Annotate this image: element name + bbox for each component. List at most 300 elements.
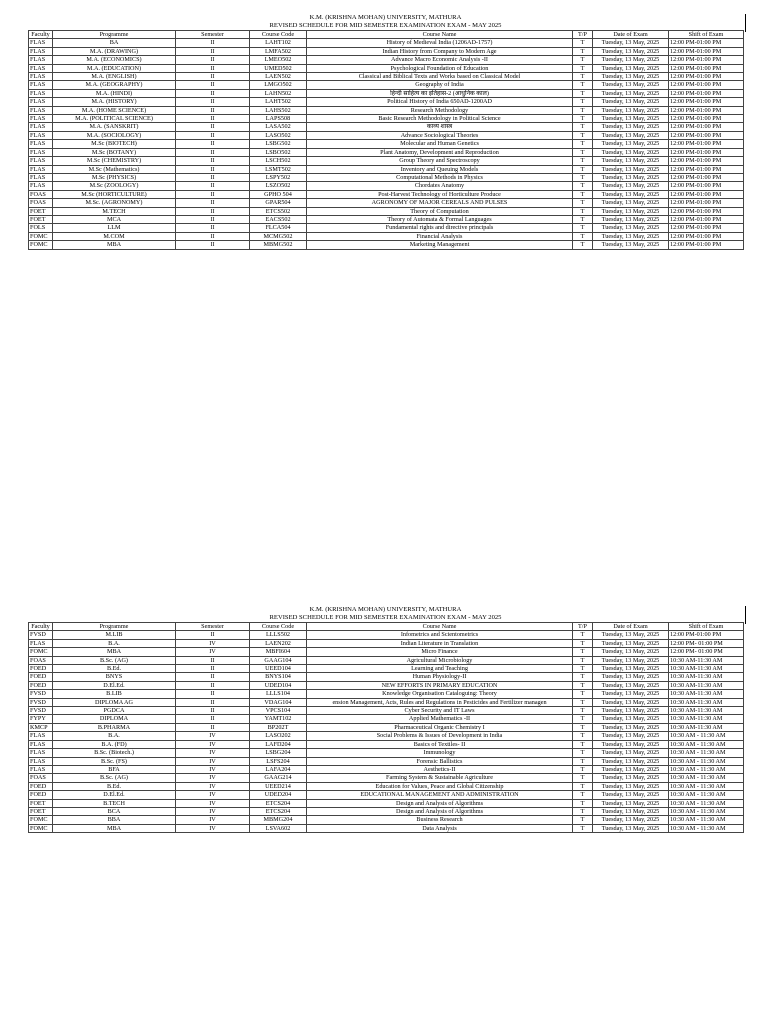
cell-tp: T bbox=[573, 89, 593, 97]
cell-programme: M.A. (SOCIOLOGY) bbox=[53, 131, 176, 139]
cell-semester: II bbox=[176, 665, 250, 673]
cell-shift: 10:30 AM - 11:30 AM bbox=[669, 757, 744, 765]
cell-date: Tuesday, 13 May, 2025 bbox=[593, 123, 669, 131]
cell-date: Tuesday, 13 May, 2025 bbox=[593, 791, 669, 799]
cell-date: Tuesday, 13 May, 2025 bbox=[593, 106, 669, 114]
cell-course-code: LAEN502 bbox=[250, 73, 307, 81]
table-row bbox=[29, 224, 744, 232]
cell-date: Tuesday, 13 May, 2025 bbox=[593, 723, 669, 731]
cell-faculty: FLAS bbox=[29, 157, 53, 165]
cell-course-name: Cyber Security and IT Laws bbox=[307, 707, 573, 715]
cell-date: Tuesday, 13 May, 2025 bbox=[593, 732, 669, 740]
cell-tp: T bbox=[573, 757, 593, 765]
table-row bbox=[29, 673, 744, 681]
cell-tp: T bbox=[573, 148, 593, 156]
table-row bbox=[29, 39, 744, 47]
cell-programme: M.Sc (PHYSICS) bbox=[53, 173, 176, 181]
cell-course-name: Forensic Ballistics bbox=[307, 757, 573, 765]
cell-course-name: Business Research bbox=[307, 816, 573, 824]
cell-faculty: FLAS bbox=[29, 39, 53, 47]
cell-programme: M.A. (POLITICAL SCIENCE) bbox=[53, 115, 176, 123]
table-row bbox=[29, 190, 744, 198]
cell-course-code: YAMT102 bbox=[250, 715, 307, 723]
cell-course-name: Farming System & Sustainable Agriculture bbox=[307, 774, 573, 782]
cell-semester: IV bbox=[176, 799, 250, 807]
cell-tp: T bbox=[573, 106, 593, 114]
cell-faculty: FLAS bbox=[29, 56, 53, 64]
col-header-date: Date of Exam bbox=[593, 31, 669, 39]
cell-semester: II bbox=[176, 140, 250, 148]
table-row bbox=[29, 173, 744, 181]
table-row bbox=[29, 157, 744, 165]
cell-shift: 12:00 PM-01:00 PM bbox=[669, 190, 744, 198]
cell-tp: T bbox=[573, 173, 593, 181]
university-title: K.M. (KRISHNA MOHAN) UNIVERSITY, MATHURA bbox=[309, 14, 462, 21]
cell-tp: T bbox=[573, 241, 593, 249]
cell-course-code: LLLS104 bbox=[250, 690, 307, 698]
cell-course-name: Theory of Computation bbox=[307, 207, 573, 215]
table-row bbox=[29, 148, 744, 156]
cell-semester: II bbox=[176, 631, 250, 639]
cell-semester: II bbox=[176, 173, 250, 181]
cell-programme: M.A. (HINDI) bbox=[53, 89, 176, 97]
cell-faculty: FOMC bbox=[29, 232, 53, 240]
cell-semester: II bbox=[176, 698, 250, 706]
cell-faculty: FOAS bbox=[29, 190, 53, 198]
cell-date: Tuesday, 13 May, 2025 bbox=[593, 656, 669, 664]
cell-course-name: Molecular and Human Genetics bbox=[307, 140, 573, 148]
cell-faculty: FOED bbox=[29, 673, 53, 681]
cell-course-name: Pharmaceutical Organic Chemistry I bbox=[307, 723, 573, 731]
cell-course-code: LASO202 bbox=[250, 732, 307, 740]
cell-programme: B.Sc. (AG) bbox=[53, 656, 176, 664]
cell-tp: T bbox=[573, 749, 593, 757]
cell-programme: M.A. (GEOGRAPHY) bbox=[53, 81, 176, 89]
table-row bbox=[29, 791, 744, 799]
cell-course-name: Political History of India 650AD-1200AD bbox=[307, 98, 573, 106]
cell-shift: 10:30 AM - 11:30 AM bbox=[669, 732, 744, 740]
cell-faculty: FLAS bbox=[29, 81, 53, 89]
cell-shift: 12:00 PM-01:00 PM bbox=[669, 47, 744, 55]
cell-course-code: LMFA502 bbox=[250, 47, 307, 55]
table-row bbox=[29, 64, 744, 72]
cell-faculty: FLAS bbox=[29, 740, 53, 748]
cell-semester: II bbox=[176, 89, 250, 97]
table-row bbox=[29, 749, 744, 757]
cell-course-code: VPCS104 bbox=[250, 707, 307, 715]
cell-faculty: FOAS bbox=[29, 774, 53, 782]
cell-course-code: UDED104 bbox=[250, 681, 307, 689]
cell-semester: II bbox=[176, 182, 250, 190]
cell-shift: 10:30 AM-11:30 AM bbox=[669, 673, 744, 681]
cell-tp: T bbox=[573, 56, 593, 64]
table-row bbox=[29, 131, 744, 139]
cell-date: Tuesday, 13 May, 2025 bbox=[593, 56, 669, 64]
cell-semester: IV bbox=[176, 765, 250, 773]
cell-date: Tuesday, 13 May, 2025 bbox=[593, 631, 669, 639]
col-header-faculty: Faculty bbox=[29, 623, 53, 631]
cell-date: Tuesday, 13 May, 2025 bbox=[593, 232, 669, 240]
col-header-semester: Semester bbox=[176, 31, 250, 39]
cell-course-code: BNYS104 bbox=[250, 673, 307, 681]
cell-shift: 10:30 AM - 11:30 AM bbox=[669, 740, 744, 748]
table-row bbox=[29, 182, 744, 190]
cell-semester: IV bbox=[176, 824, 250, 832]
cell-shift: 12:00 PM-01:00 PM bbox=[669, 148, 744, 156]
cell-course-name: NEW EFFORTS IN PRIMARY EDUCATION bbox=[307, 681, 573, 689]
cell-course-code: LMGO502 bbox=[250, 81, 307, 89]
cell-shift: 10:30 AM-11:30 AM bbox=[669, 715, 744, 723]
cell-programme: MCA bbox=[53, 215, 176, 223]
cell-date: Tuesday, 13 May, 2025 bbox=[593, 707, 669, 715]
cell-programme: DIPLOMA AG bbox=[53, 698, 176, 706]
cell-course-code: LASA502 bbox=[250, 123, 307, 131]
cell-tp: T bbox=[573, 115, 593, 123]
table-row bbox=[29, 47, 744, 55]
cell-tp: T bbox=[573, 816, 593, 824]
cell-tp: T bbox=[573, 656, 593, 664]
cell-shift: 12:00 PM-01:00 PM bbox=[669, 89, 744, 97]
cell-course-name: History of Medieval India (1206AD-1757) bbox=[307, 39, 573, 47]
cell-programme: B.A. bbox=[53, 639, 176, 647]
cell-tp: T bbox=[573, 47, 593, 55]
cell-course-code: GPHO 504 bbox=[250, 190, 307, 198]
cell-faculty: FLAS bbox=[29, 182, 53, 190]
table-row bbox=[29, 656, 744, 664]
cell-date: Tuesday, 13 May, 2025 bbox=[593, 698, 669, 706]
cell-course-name: Psychological Foundation of Education bbox=[307, 64, 573, 72]
table-row bbox=[29, 215, 744, 223]
table-row bbox=[29, 723, 744, 731]
cell-tp: T bbox=[573, 207, 593, 215]
cell-semester: II bbox=[176, 47, 250, 55]
cell-faculty: FLAS bbox=[29, 173, 53, 181]
cell-faculty: FLAS bbox=[29, 732, 53, 740]
cell-faculty: FOET bbox=[29, 799, 53, 807]
cell-semester: II bbox=[176, 232, 250, 240]
cell-semester: IV bbox=[176, 639, 250, 647]
cell-tp: T bbox=[573, 707, 593, 715]
cell-course-name: Financial Analysis bbox=[307, 232, 573, 240]
cell-programme: M.A. (ENGLISH) bbox=[53, 73, 176, 81]
cell-course-name: Immunology bbox=[307, 749, 573, 757]
cell-tp: T bbox=[573, 81, 593, 89]
table-body bbox=[29, 631, 744, 833]
cell-faculty: FOET bbox=[29, 215, 53, 223]
cell-date: Tuesday, 13 May, 2025 bbox=[593, 715, 669, 723]
cell-tp: T bbox=[573, 665, 593, 673]
cell-tp: T bbox=[573, 224, 593, 232]
cell-shift: 10:30 AM - 11:30 AM bbox=[669, 765, 744, 773]
col-header-programme: Programme bbox=[53, 31, 176, 39]
cell-tp: T bbox=[573, 799, 593, 807]
cell-shift: 10:30 AM - 11:30 AM bbox=[669, 807, 744, 815]
cell-faculty: FOMC bbox=[29, 824, 53, 832]
cell-semester: IV bbox=[176, 740, 250, 748]
cell-course-name: Geography of India bbox=[307, 81, 573, 89]
cell-course-name: Social Problems & Issues of Development in India bbox=[307, 732, 573, 740]
cell-date: Tuesday, 13 May, 2025 bbox=[593, 39, 669, 47]
cell-course-code: GAAG104 bbox=[250, 656, 307, 664]
cell-faculty: FLAS bbox=[29, 765, 53, 773]
cell-faculty: FOED bbox=[29, 782, 53, 790]
cell-course-name: Learning and Teaching bbox=[307, 665, 573, 673]
cell-tp: T bbox=[573, 774, 593, 782]
cell-tp: T bbox=[573, 73, 593, 81]
cell-tp: T bbox=[573, 215, 593, 223]
cell-semester: IV bbox=[176, 791, 250, 799]
cell-faculty: FLAS bbox=[29, 148, 53, 156]
cell-programme: MBA bbox=[53, 241, 176, 249]
cell-programme: M.Sc (ZOOLOGY) bbox=[53, 182, 176, 190]
cell-programme: M.A. (DRAWING) bbox=[53, 47, 176, 55]
cell-semester: II bbox=[176, 673, 250, 681]
cell-programme: MBA bbox=[53, 648, 176, 656]
cell-course-code: FLCA504 bbox=[250, 224, 307, 232]
cell-date: Tuesday, 13 May, 2025 bbox=[593, 98, 669, 106]
col-header-semester: Semester bbox=[176, 623, 250, 631]
cell-course-name: Advance Sociological Theories bbox=[307, 131, 573, 139]
col-header-shift: Shift of Exam bbox=[669, 31, 744, 39]
cell-shift: 12:00 PM-01:00 PM bbox=[669, 140, 744, 148]
cell-shift: 10:30 AM - 11:30 AM bbox=[669, 749, 744, 757]
cell-date: Tuesday, 13 May, 2025 bbox=[593, 765, 669, 773]
cell-tp: T bbox=[573, 631, 593, 639]
cell-date: Tuesday, 13 May, 2025 bbox=[593, 207, 669, 215]
col-header-tp: T/P bbox=[573, 31, 593, 39]
col-header-course-name: Course Name bbox=[307, 31, 573, 39]
cell-course-code: LAHT102 bbox=[250, 39, 307, 47]
cell-course-code: LSBO502 bbox=[250, 148, 307, 156]
cell-programme: B.Ed. bbox=[53, 665, 176, 673]
table-row bbox=[29, 81, 744, 89]
cell-semester: II bbox=[176, 39, 250, 47]
cell-date: Tuesday, 13 May, 2025 bbox=[593, 182, 669, 190]
cell-programme: D.El.Ed. bbox=[53, 791, 176, 799]
cell-course-code: UMED502 bbox=[250, 64, 307, 72]
cell-course-code: LSPY502 bbox=[250, 173, 307, 181]
cell-course-code: BP202T bbox=[250, 723, 307, 731]
col-header-course-code: Course Code bbox=[250, 623, 307, 631]
cell-semester: II bbox=[176, 707, 250, 715]
cell-shift: 12:00 PM-01:00 PM bbox=[669, 56, 744, 64]
cell-semester: II bbox=[176, 199, 250, 207]
cell-course-name: Applied Mathematics -II bbox=[307, 715, 573, 723]
cell-shift: 10:30 AM - 11:30 AM bbox=[669, 799, 744, 807]
cell-tp: T bbox=[573, 723, 593, 731]
cell-shift: 10:30 AM-11:30 AM bbox=[669, 698, 744, 706]
cell-shift: 12:00 PM-01:00 PM bbox=[669, 232, 744, 240]
cell-programme: B.LIB bbox=[53, 690, 176, 698]
cell-date: Tuesday, 13 May, 2025 bbox=[593, 148, 669, 156]
cell-semester: II bbox=[176, 165, 250, 173]
schedule-heading: REVISED SCHEDULE FOR MID SEMESTER EXAMINATION EXAM - MAY 2025 bbox=[269, 614, 502, 621]
cell-shift: 12:00 PM-01:00 PM bbox=[669, 131, 744, 139]
schedule-sheet-1 bbox=[28, 14, 743, 250]
cell-shift: 12:00 PM-01:00 PM bbox=[669, 631, 744, 639]
cell-date: Tuesday, 13 May, 2025 bbox=[593, 190, 669, 198]
table-row bbox=[29, 199, 744, 207]
cell-course-code: LSVA602 bbox=[250, 824, 307, 832]
cell-semester: IV bbox=[176, 749, 250, 757]
cell-date: Tuesday, 13 May, 2025 bbox=[593, 673, 669, 681]
cell-semester: II bbox=[176, 115, 250, 123]
cell-faculty: FLAS bbox=[29, 165, 53, 173]
cell-programme: B.Ed. bbox=[53, 782, 176, 790]
table-row bbox=[29, 140, 744, 148]
cell-programme: M.TECH bbox=[53, 207, 176, 215]
cell-semester: IV bbox=[176, 648, 250, 656]
cell-tp: T bbox=[573, 673, 593, 681]
table-body bbox=[29, 39, 744, 249]
cell-semester: II bbox=[176, 215, 250, 223]
cell-shift: 10:30 AM - 11:30 AM bbox=[669, 824, 744, 832]
cell-faculty: FOMC bbox=[29, 241, 53, 249]
cell-faculty: FLAS bbox=[29, 639, 53, 647]
cell-course-code: LSFS204 bbox=[250, 757, 307, 765]
cell-date: Tuesday, 13 May, 2025 bbox=[593, 807, 669, 815]
exam-schedule-table bbox=[28, 622, 744, 833]
cell-shift: 12:00 PM-01:00 PM bbox=[669, 64, 744, 72]
table-header-row bbox=[29, 623, 744, 631]
table-row bbox=[29, 648, 744, 656]
cell-semester: II bbox=[176, 81, 250, 89]
cell-course-name: Knowledge Organisation Cataloguing: Theory bbox=[307, 690, 573, 698]
cell-course-name: ension Management, Acts, Rules and Regulations in Pesticides and Fertilizer managen bbox=[307, 698, 573, 706]
cell-tp: T bbox=[573, 681, 593, 689]
cell-semester: II bbox=[176, 131, 250, 139]
cell-date: Tuesday, 13 May, 2025 bbox=[593, 824, 669, 832]
cell-faculty: FOLS bbox=[29, 224, 53, 232]
cell-date: Tuesday, 13 May, 2025 bbox=[593, 199, 669, 207]
cell-course-code: MCMG502 bbox=[250, 232, 307, 240]
table-row bbox=[29, 824, 744, 832]
cell-semester: IV bbox=[176, 774, 250, 782]
cell-tp: T bbox=[573, 782, 593, 790]
table-row bbox=[29, 73, 744, 81]
cell-course-code: LLLS502 bbox=[250, 631, 307, 639]
cell-semester: II bbox=[176, 681, 250, 689]
cell-course-name: AGRONOMY OF MAJOR CEREALS AND PULSES bbox=[307, 199, 573, 207]
schedule-sheet-2 bbox=[28, 606, 743, 833]
cell-faculty: FLAS bbox=[29, 47, 53, 55]
table-row bbox=[29, 241, 744, 249]
cell-faculty: FLAS bbox=[29, 73, 53, 81]
cell-tp: T bbox=[573, 165, 593, 173]
cell-date: Tuesday, 13 May, 2025 bbox=[593, 774, 669, 782]
table-row bbox=[29, 732, 744, 740]
cell-course-name: Plant Anatomy, Development and Reproduction bbox=[307, 148, 573, 156]
cell-shift: 10:30 AM-11:30 AM bbox=[669, 723, 744, 731]
cell-date: Tuesday, 13 May, 2025 bbox=[593, 115, 669, 123]
cell-tp: T bbox=[573, 182, 593, 190]
table-row bbox=[29, 165, 744, 173]
cell-semester: II bbox=[176, 723, 250, 731]
cell-tp: T bbox=[573, 732, 593, 740]
cell-semester: II bbox=[176, 715, 250, 723]
cell-course-code: LAFD204 bbox=[250, 740, 307, 748]
cell-course-name: Design and Analysis of Algorithms bbox=[307, 807, 573, 815]
cell-programme: B.Sc. (FS) bbox=[53, 757, 176, 765]
table-row bbox=[29, 639, 744, 647]
cell-semester: IV bbox=[176, 816, 250, 824]
cell-course-code: LSBG502 bbox=[250, 140, 307, 148]
cell-tp: T bbox=[573, 39, 593, 47]
cell-course-name: Data Analysis bbox=[307, 824, 573, 832]
cell-programme: M.A. (HISTORY) bbox=[53, 98, 176, 106]
page-edge-mark bbox=[745, 606, 746, 624]
cell-programme: B.A. bbox=[53, 732, 176, 740]
cell-date: Tuesday, 13 May, 2025 bbox=[593, 816, 669, 824]
cell-semester: II bbox=[176, 690, 250, 698]
cell-programme: MBA bbox=[53, 824, 176, 832]
table-row bbox=[29, 665, 744, 673]
table-row bbox=[29, 115, 744, 123]
cell-tp: T bbox=[573, 648, 593, 656]
page-edge-mark bbox=[745, 14, 746, 32]
cell-course-name: काव्य शास्त्र bbox=[307, 123, 573, 131]
cell-course-code: LAHN502 bbox=[250, 89, 307, 97]
cell-faculty: FLAS bbox=[29, 98, 53, 106]
cell-tp: T bbox=[573, 740, 593, 748]
schedule-heading: REVISED SCHEDULE FOR MID SEMESTER EXAMINATION EXAM - MAY 2025 bbox=[269, 22, 502, 29]
cell-shift: 10:30 AM - 11:30 AM bbox=[669, 774, 744, 782]
cell-course-name: हिन्दी साहित्य का इतिहास-2 (आधुनिक काल) bbox=[307, 89, 573, 97]
cell-shift: 12:00 PM-01:00 PM bbox=[669, 207, 744, 215]
cell-course-name: Basics of Textiles- II bbox=[307, 740, 573, 748]
cell-shift: 10:30 AM-11:30 AM bbox=[669, 656, 744, 664]
cell-course-code: LMEO502 bbox=[250, 56, 307, 64]
table-header-row bbox=[29, 31, 744, 39]
cell-semester: II bbox=[176, 64, 250, 72]
cell-faculty: KMCP bbox=[29, 723, 53, 731]
cell-programme: B.Sc. (Biotech.) bbox=[53, 749, 176, 757]
cell-shift: 12:00 PM-01:00 PM bbox=[669, 199, 744, 207]
table-row bbox=[29, 765, 744, 773]
cell-faculty: FOED bbox=[29, 665, 53, 673]
cell-faculty: FLAS bbox=[29, 123, 53, 131]
cell-course-name: Inventory and Queuing Models bbox=[307, 165, 573, 173]
cell-course-name: Research Methodology bbox=[307, 106, 573, 114]
cell-faculty: FLAS bbox=[29, 749, 53, 757]
cell-faculty: FLAS bbox=[29, 89, 53, 97]
cell-shift: 12:00 PM-01:00 PM bbox=[669, 157, 744, 165]
cell-programme: D.El.Ed. bbox=[53, 681, 176, 689]
cell-semester: IV bbox=[176, 782, 250, 790]
cell-faculty: FLAS bbox=[29, 140, 53, 148]
table-row bbox=[29, 715, 744, 723]
cell-course-code: ETCS204 bbox=[250, 807, 307, 815]
cell-course-code: LSCH502 bbox=[250, 157, 307, 165]
cell-date: Tuesday, 13 May, 2025 bbox=[593, 648, 669, 656]
cell-course-name: Agricultural Microbiology bbox=[307, 656, 573, 664]
cell-faculty: FOET bbox=[29, 807, 53, 815]
cell-date: Tuesday, 13 May, 2025 bbox=[593, 47, 669, 55]
table-row bbox=[29, 707, 744, 715]
cell-shift: 12:00 PM-01:00 PM bbox=[669, 123, 744, 131]
cell-date: Tuesday, 13 May, 2025 bbox=[593, 740, 669, 748]
cell-date: Tuesday, 13 May, 2025 bbox=[593, 140, 669, 148]
cell-semester: II bbox=[176, 56, 250, 64]
cell-programme: BBA bbox=[53, 816, 176, 824]
cell-shift: 12:00 PM-01:00 PM bbox=[669, 98, 744, 106]
cell-programme: M.Sc. (AGRONOMY) bbox=[53, 199, 176, 207]
cell-shift: 12:00 PM- 01:00 PM bbox=[669, 648, 744, 656]
cell-semester: II bbox=[176, 157, 250, 165]
cell-faculty: FOAS bbox=[29, 656, 53, 664]
cell-tp: T bbox=[573, 123, 593, 131]
cell-date: Tuesday, 13 May, 2025 bbox=[593, 64, 669, 72]
